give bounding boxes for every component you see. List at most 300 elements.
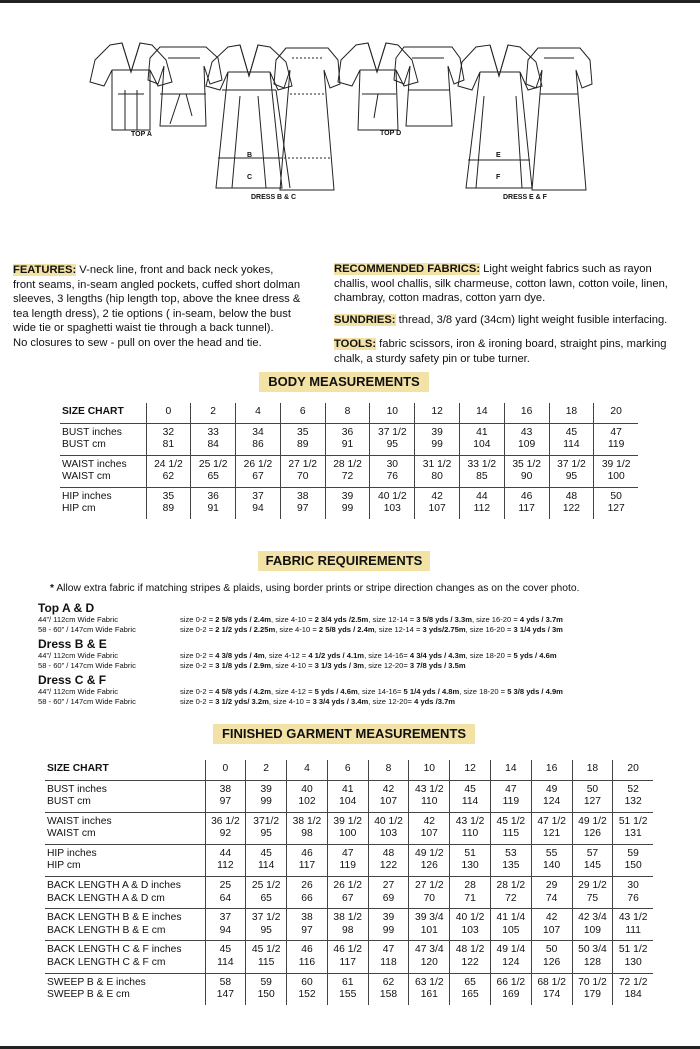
- tools-block: [334, 337, 696, 366]
- sundries-block: [334, 313, 696, 328]
- size-range: , size 14-16=: [364, 651, 410, 660]
- size-range: size 0-2 =: [180, 687, 216, 696]
- table-cell: 74: [531, 893, 572, 909]
- size-range: , size 4-10 =: [268, 697, 313, 706]
- table-cell: 43 1/2: [409, 780, 450, 796]
- yardage: 5 yds / 4.6m: [314, 687, 358, 696]
- fabric-width: 44”/ 112cm Wide Fabric: [38, 687, 119, 696]
- table-row: [60, 423, 638, 439]
- fabric-group-title: Top A & D: [38, 601, 95, 615]
- table-cell: 36 1/2: [205, 812, 246, 828]
- table-cell: 27: [368, 877, 409, 893]
- table-cell: 86: [236, 439, 281, 455]
- table-cell: 39: [415, 423, 460, 439]
- size-header: 16: [504, 403, 549, 423]
- top-a-back-drawing: [148, 47, 222, 126]
- table-cell: 44: [205, 844, 246, 860]
- fabric-width: 58 - 60” / 147cm Wide Fabric: [38, 697, 136, 706]
- table-cell: 72: [325, 471, 370, 487]
- table-cell: 38 1/2: [287, 812, 328, 828]
- table-cell: 150: [246, 989, 287, 1005]
- size-range: , size 18-20 =: [459, 687, 508, 696]
- mark-f: F: [496, 174, 501, 181]
- table-cell: 127: [594, 503, 638, 519]
- table-cell: 49 1/2: [572, 812, 613, 828]
- table-cell: 24 1/2: [146, 455, 191, 471]
- table-cell: 179: [572, 989, 613, 1005]
- table-row: [45, 780, 653, 796]
- yardage: 4 yds /3.7m: [414, 697, 456, 706]
- top-d-front-drawing: [338, 43, 418, 130]
- row-label: HIP inches: [60, 487, 146, 503]
- table-cell: 112: [459, 503, 504, 519]
- table-cell: 37 1/2: [549, 455, 594, 471]
- table-cell: 36: [325, 423, 370, 439]
- table-row: [45, 973, 653, 989]
- table-cell: 26 1/2: [327, 877, 368, 893]
- size-header: 16: [531, 760, 572, 780]
- table-cell: 111: [613, 925, 653, 941]
- table-cell: 119: [327, 860, 368, 876]
- table-cell: 47: [327, 844, 368, 860]
- table-cell: 32: [146, 423, 191, 439]
- yardage: 5 3/8 yds / 4.9m: [507, 687, 563, 696]
- size-header: 12: [450, 760, 491, 780]
- table-cell: 119: [594, 439, 638, 455]
- table-cell: 67: [236, 471, 281, 487]
- table-cell: 59: [246, 973, 287, 989]
- table-row: [45, 844, 653, 860]
- table-cell: 109: [504, 439, 549, 455]
- table-cell: 76: [370, 471, 415, 487]
- table-cell: 97: [205, 796, 246, 812]
- table-cell: 124: [490, 957, 531, 973]
- fabrics-block: [334, 262, 696, 306]
- table-cell: 48: [368, 844, 409, 860]
- table-cell: 39 1/2: [594, 455, 638, 471]
- table-cell: 92: [205, 828, 246, 844]
- table-cell: 119: [490, 796, 531, 812]
- table-cell: 40 1/2: [450, 909, 491, 925]
- table-cell: 126: [572, 828, 613, 844]
- table-cell: 91: [325, 439, 370, 455]
- table-cell: 42: [415, 487, 460, 503]
- table-cell: 155: [327, 989, 368, 1005]
- table-cell: 29 1/2: [572, 877, 613, 893]
- table-cell: 49 1/4: [490, 941, 531, 957]
- table-cell: 29: [531, 877, 572, 893]
- table-cell: 39 3/4: [409, 909, 450, 925]
- table-cell: 75: [572, 893, 613, 909]
- row-label: BACK LENGTH A & D cm: [47, 892, 165, 904]
- table-cell: 121: [531, 828, 572, 844]
- size-header: 8: [325, 403, 370, 423]
- table-cell: 45: [246, 844, 287, 860]
- size-range: , size 16-20 =: [465, 625, 514, 634]
- table-cell: 72: [490, 893, 531, 909]
- table-cell: 118: [368, 957, 409, 973]
- table-cell: 70: [280, 471, 325, 487]
- sundries-label: SUNDRIES:: [334, 314, 396, 326]
- table-cell: 145: [572, 860, 613, 876]
- row-label: SWEEP B & E cm: [47, 989, 130, 1001]
- table-cell: 33: [191, 423, 236, 439]
- table-cell: 81: [146, 439, 191, 455]
- yardage: 4 3/4 yds / 4.3m: [409, 651, 466, 660]
- table-cell: 122: [368, 860, 409, 876]
- yardage: 3 yds/2.75m: [422, 625, 466, 634]
- table-cell: 38 1/2: [327, 909, 368, 925]
- table-cell: 130: [613, 957, 653, 973]
- row-label: WAIST inches: [45, 812, 205, 828]
- top-d-back-drawing: [394, 47, 464, 126]
- table-cell: 47 1/2: [531, 812, 572, 828]
- table-cell: 99: [368, 925, 409, 941]
- yardage: 2 1/2 yds / 2.25m: [215, 625, 276, 634]
- yardage: 3 1/4 yds / 3m: [513, 625, 563, 634]
- table-row: [60, 455, 638, 471]
- table-cell: 67: [327, 893, 368, 909]
- table-cell: 105: [490, 925, 531, 941]
- table-cell: 43 1/2: [613, 909, 653, 925]
- table-cell: 65: [450, 973, 491, 989]
- table-cell: 98: [327, 925, 368, 941]
- table-cell: 28: [450, 877, 491, 893]
- size-header: 6: [327, 760, 368, 780]
- table-cell: 184: [613, 989, 653, 1005]
- size-header: 4: [287, 760, 328, 780]
- mark-b: B: [247, 152, 253, 159]
- table-cell: 40: [287, 780, 328, 796]
- yardage: 3 5/8 yds / 3.3m: [416, 615, 472, 624]
- table-cell: 37 1/2: [246, 909, 287, 925]
- table-cell: 110: [450, 828, 491, 844]
- yardage: 5 1/4 yds / 4.8m: [403, 687, 460, 696]
- size-range: , size 16-20 =: [471, 615, 520, 624]
- yardage: 2 5/8 yds / 2.4m: [318, 625, 375, 634]
- table-cell: 45: [205, 941, 246, 957]
- size-range: , size 12-20=: [364, 661, 410, 670]
- table-cell: 58: [205, 973, 246, 989]
- size-range: , size 12-14 =: [374, 625, 423, 634]
- table-cell: 25 1/2: [246, 877, 287, 893]
- table-cell: 41 1/4: [490, 909, 531, 925]
- table-cell: 55: [531, 844, 572, 860]
- table-cell: 165: [450, 989, 491, 1005]
- table-cell: 150: [613, 860, 653, 876]
- table-cell: 103: [370, 503, 415, 519]
- table-cell: 37 1/2: [370, 423, 415, 439]
- table-cell: 42 3/4: [572, 909, 613, 925]
- size-header: 18: [549, 403, 594, 423]
- table-cell: 132: [613, 796, 653, 812]
- size-header: 8: [368, 760, 409, 780]
- table-cell: 68 1/2: [531, 973, 572, 989]
- table-cell: 71: [450, 893, 491, 909]
- table-row: [45, 989, 653, 1005]
- header-row: [60, 403, 638, 423]
- fabric-sizes: [180, 661, 466, 671]
- tools-line: chalk, a sturdy safety pin or tube turner.: [334, 352, 530, 365]
- yardage: 4 5/8 yds / 4.2m: [215, 687, 271, 696]
- table-cell: 95: [246, 925, 287, 941]
- fabric-width: 58 - 60” / 147cm Wide Fabric: [38, 625, 136, 634]
- table-cell: 50: [531, 941, 572, 957]
- size-header: 18: [572, 760, 613, 780]
- fabric-sizes: [180, 615, 563, 625]
- fabric-note: [50, 583, 695, 594]
- size-chart-header: SIZE CHART: [47, 763, 109, 775]
- yardage: 3 1/2 yds/ 3.2m: [215, 697, 269, 706]
- table-cell: 112: [205, 860, 246, 876]
- dress-bc-back-drawing: [274, 48, 340, 190]
- table-cell: 53: [490, 844, 531, 860]
- table-row: [60, 487, 638, 503]
- tools-line: fabric scissors, iron & ironing board, straight pins, marking: [376, 338, 667, 350]
- table-cell: 50 3/4: [572, 941, 613, 957]
- table-cell: 84: [191, 439, 236, 455]
- table-cell: 43: [504, 423, 549, 439]
- table-cell: 94: [236, 503, 281, 519]
- table-row: [45, 796, 653, 812]
- table-cell: 59: [613, 844, 653, 860]
- table-cell: 95: [549, 471, 594, 487]
- fabrics-line: challis, wool challis, silk charmeuse, cotton lawn, cotton voile, linen,: [334, 277, 668, 290]
- table-cell: 89: [146, 503, 191, 519]
- table-cell: 115: [246, 957, 287, 973]
- size-range: size 0-2 =: [180, 615, 216, 624]
- table-cell: 47: [368, 941, 409, 957]
- table-cell: 99: [325, 503, 370, 519]
- size-header: 2: [246, 760, 287, 780]
- table-cell: 26: [287, 877, 328, 893]
- table-row: [45, 909, 653, 925]
- table-cell: 38: [280, 487, 325, 503]
- size-range: , size 12-14 =: [368, 615, 417, 624]
- size-range: , size 4-12 =: [270, 687, 315, 696]
- table-cell: 47 3/4: [409, 941, 450, 957]
- table-cell: 107: [415, 503, 460, 519]
- yardage: 2 3/4 yds /2.5m: [314, 615, 369, 624]
- size-header: 0: [146, 403, 191, 423]
- table-cell: 107: [409, 828, 450, 844]
- row-label: SWEEP B & E inches: [45, 973, 205, 989]
- fabrics-line: chambray, cotton madras, cotton yarn dye.: [334, 292, 546, 305]
- table-cell: 110: [409, 796, 450, 812]
- row-label: BUST inches: [45, 780, 205, 796]
- table-cell: 65: [246, 893, 287, 909]
- table-cell: 33 1/2: [459, 455, 504, 471]
- table-cell: 161: [409, 989, 450, 1005]
- table-cell: 122: [450, 957, 491, 973]
- table-cell: 52: [613, 780, 653, 796]
- fabric-width: 44”/ 112cm Wide Fabric: [38, 651, 119, 660]
- table-cell: 65: [191, 471, 236, 487]
- fabric-group-title: Dress B & E: [38, 637, 107, 651]
- table-cell: 117: [287, 860, 328, 876]
- table-cell: 39: [325, 487, 370, 503]
- table-cell: 130: [450, 860, 491, 876]
- size-header: 14: [490, 760, 531, 780]
- dress-ef-front-drawing: [458, 45, 542, 188]
- table-cell: 41: [327, 780, 368, 796]
- table-cell: 45: [450, 780, 491, 796]
- row-label: BACK LENGTH C & F inches: [45, 941, 205, 957]
- row-label: BACK LENGTH C & F cm: [47, 957, 166, 969]
- table-cell: 114: [549, 439, 594, 455]
- table-cell: 117: [504, 503, 549, 519]
- dress-bc-label: DRESS B & C: [251, 194, 297, 201]
- table-cell: 101: [409, 925, 450, 941]
- fabric-sizes: [180, 625, 563, 635]
- table-cell: 85: [459, 471, 504, 487]
- fabric-sizes: [180, 687, 563, 697]
- dress-ef-label: DRESS E & F: [503, 194, 547, 201]
- table-cell: 70 1/2: [572, 973, 613, 989]
- table-cell: 43 1/2: [450, 812, 491, 828]
- features-line: sleeves, 3 lengths (hip length top, above the knee dress &: [13, 293, 301, 306]
- table-cell: 46: [287, 941, 328, 957]
- table-cell: 35: [146, 487, 191, 503]
- table-cell: 97: [280, 503, 325, 519]
- table-cell: 47: [594, 423, 638, 439]
- size-range: , size 4-10 =: [275, 625, 319, 634]
- row-label: BACK LENGTH B & E cm: [47, 924, 166, 936]
- size-range: , size 4-12 =: [264, 651, 309, 660]
- table-cell: 63 1/2: [409, 973, 450, 989]
- table-cell: 35: [280, 423, 325, 439]
- size-header: 0: [205, 760, 246, 780]
- table-cell: 45 1/2: [490, 812, 531, 828]
- size-range: , size 12-20=: [368, 697, 415, 706]
- row-label: BACK LENGTH B & E inches: [45, 909, 205, 925]
- table-cell: 69: [368, 893, 409, 909]
- table-cell: 100: [327, 828, 368, 844]
- row-label: HIP inches: [45, 844, 205, 860]
- fabric-group-title: Dress C & F: [38, 673, 107, 687]
- row-label: BUST cm: [47, 796, 91, 808]
- table-cell: 128: [572, 957, 613, 973]
- size-header: 20: [613, 760, 653, 780]
- table-cell: 95: [370, 439, 415, 455]
- row-label: BACK LENGTH A & D inches: [45, 877, 205, 893]
- table-cell: 37: [236, 487, 281, 503]
- size-range: , size 14-16=: [357, 687, 404, 696]
- finished-measurements-title: FINISHED GARMENT MEASUREMENTS: [213, 724, 475, 744]
- row-label: HIP cm: [47, 860, 81, 872]
- yardage: 3 1/8 yds / 2.9m: [215, 661, 271, 670]
- table-cell: 46: [287, 844, 328, 860]
- table-cell: 46: [504, 487, 549, 503]
- table-cell: 49: [531, 780, 572, 796]
- size-header: 4: [236, 403, 281, 423]
- table-cell: 39 1/2: [327, 812, 368, 828]
- features-line: V-neck line, front and back neck yokes,: [76, 264, 274, 276]
- table-cell: 126: [409, 860, 450, 876]
- table-cell: 66 1/2: [490, 973, 531, 989]
- size-range: size 0-2 =: [180, 651, 216, 660]
- features-line: front seams, in-seam angled pockets, cuffed short dolman: [13, 278, 301, 291]
- size-range: size 0-2 =: [180, 661, 216, 670]
- yardage: 2 5/8 yds / 2.4m: [215, 615, 271, 624]
- table-cell: 117: [327, 957, 368, 973]
- table-cell: 158: [368, 989, 409, 1005]
- table-cell: 27 1/2: [409, 877, 450, 893]
- row-label: WAIST cm: [62, 471, 111, 483]
- table-cell: 103: [368, 828, 409, 844]
- table-cell: 39: [246, 780, 287, 796]
- table-row: [45, 941, 653, 957]
- table-cell: 109: [572, 925, 613, 941]
- table-row: [60, 439, 638, 455]
- yardage: 4 3/8 yds / 4m: [215, 651, 265, 660]
- size-header: 2: [191, 403, 236, 423]
- table-cell: 46 1/2: [327, 941, 368, 957]
- table-cell: 97: [287, 925, 328, 941]
- mark-c: C: [247, 174, 253, 181]
- table-cell: 62: [146, 471, 191, 487]
- size-header: 14: [459, 403, 504, 423]
- table-cell: 30: [613, 877, 653, 893]
- table-cell: 30: [370, 455, 415, 471]
- table-cell: 38: [205, 780, 246, 796]
- table-cell: 98: [287, 828, 328, 844]
- features-label: FEATURES:: [13, 264, 77, 276]
- table-cell: 40 1/2: [368, 812, 409, 828]
- table-cell: 25 1/2: [191, 455, 236, 471]
- table-row: [60, 503, 638, 519]
- table-cell: 38: [287, 909, 328, 925]
- table-row: [45, 925, 653, 941]
- note-star: *: [50, 583, 55, 594]
- size-range: size 0-2 =: [180, 625, 216, 634]
- table-cell: 76: [613, 893, 653, 909]
- fabric-requirements-title: FABRIC REQUIREMENTS: [258, 551, 430, 571]
- size-range: , size 4-10 =: [270, 661, 315, 670]
- table-cell: 122: [549, 503, 594, 519]
- table-cell: 64: [205, 893, 246, 909]
- table-cell: 99: [415, 439, 460, 455]
- table-cell: 114: [246, 860, 287, 876]
- table-cell: 90: [504, 471, 549, 487]
- dress-bc-front-drawing: [206, 45, 292, 188]
- row-label: WAIST cm: [47, 828, 96, 840]
- table-cell: 95: [246, 828, 287, 844]
- table-cell: 37: [205, 909, 246, 925]
- table-cell: 103: [450, 925, 491, 941]
- size-header: 6: [280, 403, 325, 423]
- table-cell: 114: [205, 957, 246, 973]
- tools-label: TOOLS:: [334, 338, 377, 350]
- table-cell: 28 1/2: [325, 455, 370, 471]
- table-cell: 126: [531, 957, 572, 973]
- features-block: [13, 263, 333, 351]
- table-cell: 100: [594, 471, 638, 487]
- fabrics-line: Light weight fabrics such as rayon: [480, 263, 652, 275]
- table-cell: 131: [613, 828, 653, 844]
- table-cell: 27 1/2: [280, 455, 325, 471]
- body-measurements-table: [60, 403, 638, 519]
- table-cell: 91: [191, 503, 236, 519]
- table-cell: 60: [287, 973, 328, 989]
- yardage: 4 1/2 yds / 4.1m: [308, 651, 365, 660]
- table-cell: 371/2: [246, 812, 287, 828]
- row-label: BUST inches: [60, 423, 146, 439]
- table-cell: 35 1/2: [504, 455, 549, 471]
- table-row: [45, 860, 653, 876]
- table-cell: 48: [549, 487, 594, 503]
- size-range: size 0-2 =: [180, 697, 216, 706]
